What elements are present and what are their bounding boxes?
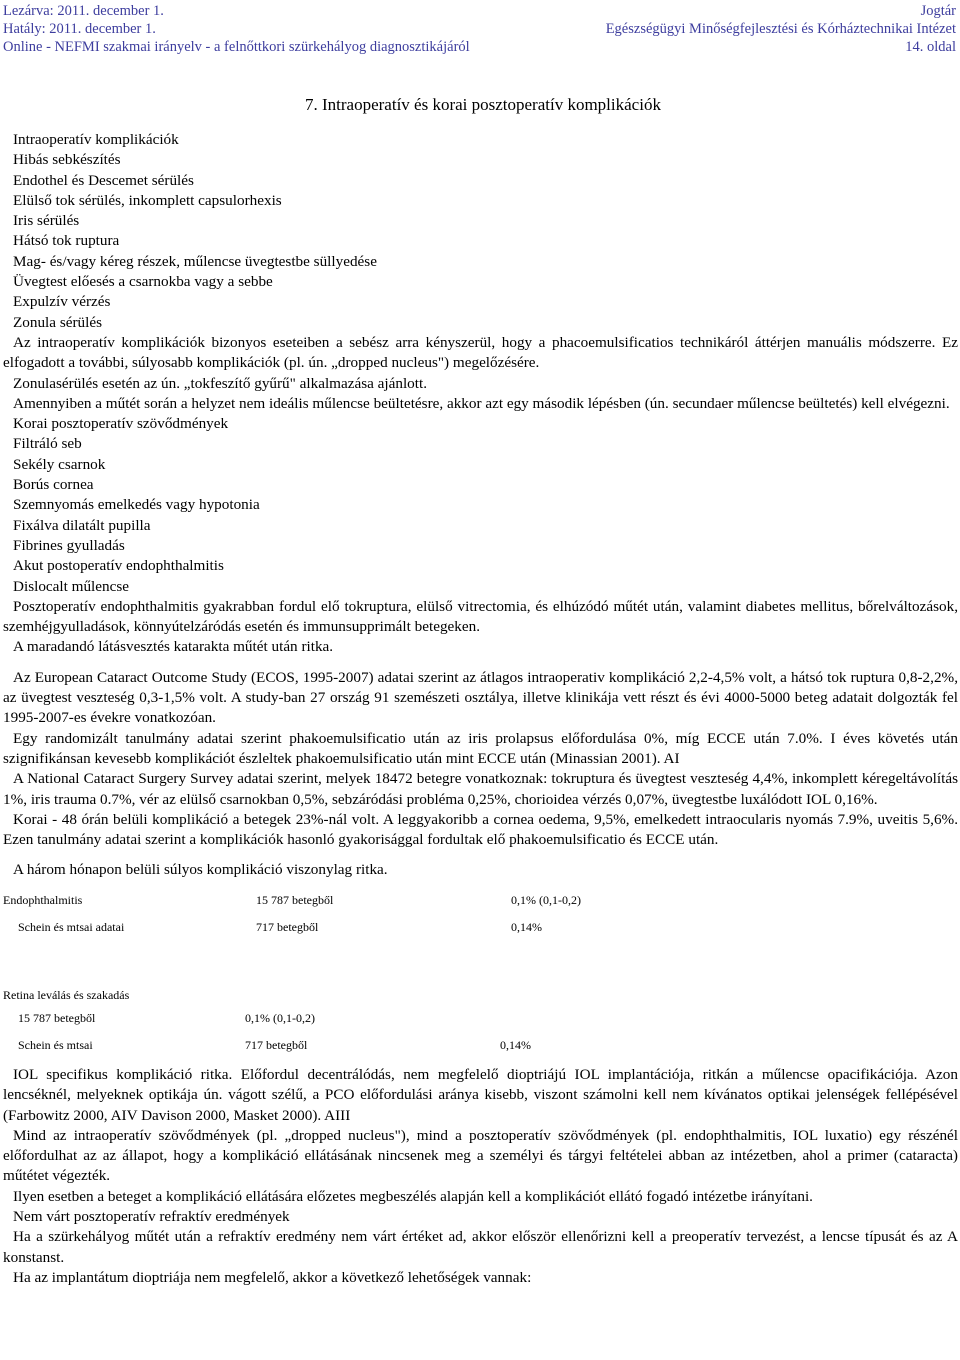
list-item: Elülső tok sérülés, inkomplett capsulorhexis [13, 191, 282, 209]
document-body [3, 130, 958, 1288]
table-cell [500, 1005, 531, 1032]
intraoperative-list [3, 130, 958, 333]
list-item: Sekély csarnok [13, 455, 106, 473]
list-item: Zonula sérülés [13, 313, 102, 331]
paragraph: Egy randomizált tanulmány adatai szerint phakoemulsificatio után az iris prolapsus előfordulása 0%, míg ECCE után 7.0%. I éves követés után szignifikánsan kevesebb komplikációt észleltek phakoemulsificatio után mint ECCE után (Minassian 2001). AI [3, 729, 958, 767]
list-item: Endothel és Descemet sérülés [13, 171, 194, 189]
table-cell: 0,1% (0,1-0,2) [245, 1011, 315, 1026]
paragraph: Zonulasérülés esetén az ún. „tokfeszítő gyűrű" alkalmazása ajánlott. [13, 374, 427, 392]
paragraph: Az European Cataract Outcome Study (ECOS, 1995-2007) adatai szerint az átlagos intraoperativ komplikáció 2,2-4,5% volt, a hátsó tok ruptura 0,8-2,2%, az üvegtest veszteség 0,3-1,5% volt. A study-ban 27 ország 91 szemészeti osztálya, illetve klinikája vett részt és évi 4000-5000 beteg adatait dolgozták fel 1995-2007-es évekre vonatkozóan. [3, 668, 958, 727]
table-cell: Endophthalmitis [3, 893, 83, 908]
table-cell: Schein és mtsai [18, 1038, 93, 1053]
paragraph: A három hónapon belüli súlyos komplikáció viszonylag ritka. [13, 861, 388, 879]
list-item: Borús cornea [13, 476, 94, 494]
table-row [3, 1032, 531, 1059]
effective-date: Hatály: 2011. december 1. [3, 21, 156, 37]
list-item: Fibrines gyulladás [13, 536, 125, 554]
list-item: Hátsó tok ruptura [13, 232, 120, 250]
paragraph: Mind az intraoperatív szövődmények (pl. „dropped nucleus"), mind a posztoperatív szövődmények (pl. endophthalmitis, IOL luxatio) egy részénél előfordulhat az az állapot, hogy a komplikáció ellátásának nincsenek meg a személyi és tárgyi feltételei abban az intézetben, ahol a primer (cataracta) műtétet végezték. [3, 1126, 958, 1185]
document-title: Online - NEFMI szakmai irányelv - a felnőttkori szürkehályog diagnosztikájáról [3, 39, 470, 55]
retina-table-label: Retina leválás és szakadás [3, 987, 130, 1002]
section-title: 7. Intraoperatív és korai posztoperatív komplikációk [305, 95, 661, 114]
table-cell: 717 betegből [256, 920, 319, 935]
paragraph: Ilyen esetben a beteget a komplikáció ellátására előzetes megbeszélés alapján kell a komplikációt ellátó fogadó intézetbe irányítani. [13, 1187, 813, 1205]
paragraph: A National Cataract Surgery Survey adatai szerint, melyek 18472 betegre vonatkoznak: tokruptura és üvegtest veszteség 4,4%, inkomplett kéregeltávolítás 1%, iris trauma 0.7%, vér az elülső csarnokban 0,5%, sebzáródási probléma 0,25%, chorioidea vérzés 0,07%, üvegtestbe luxálódott IOL 0,16%. [3, 770, 958, 808]
page-number: 14. oldal [905, 39, 956, 55]
page-header-right [606, 2, 956, 56]
table-row [3, 887, 581, 914]
paragraph: Nem várt posztoperatív refraktív eredmények [13, 1208, 290, 1226]
list-item: Iris sérülés [13, 212, 80, 230]
table-cell: 0,14% [500, 1038, 531, 1053]
table-row [3, 914, 581, 941]
postoperative-list [3, 414, 958, 597]
list-item: Filtráló seb [13, 435, 82, 453]
paragraph: Az intraoperatív komplikációk bizonyos eseteiben a sebész arra kényszerül, hogy a phacoemulsificatios technikáról áttérjen manuális módszerre. Ez elfogadott a további, súlyosabb komplikációk (pl. ún. „dropped nucleus") megelőzésére. [3, 333, 958, 372]
list-item: Fixálva dilatált pupilla [13, 516, 151, 534]
paragraph: Ha a szürkehályog műtét után a refraktív eredmény nem várt értéket ad, akkor először ellenőrizni kell a preoperatív tervezést, a lencse típusát és az A konstanst. [3, 1228, 958, 1266]
list-item: Dislocalt műlencse [13, 577, 129, 595]
list-item: Mag- és/vagy kéreg részek, műlencse üvegtestbe süllyedése [13, 252, 377, 270]
table-row [3, 1005, 531, 1032]
table-cell: 0,14% [511, 920, 542, 935]
table-cell: 15 787 betegből [18, 1011, 96, 1026]
list-item: Akut postoperatív endophthalmitis [13, 557, 224, 575]
paragraph: A maradandó látásvesztés katarakta műtét után ritka. [13, 638, 334, 656]
publisher: Jogtár [920, 3, 956, 19]
list-item: Korai posztoperatív szövődmények [13, 415, 229, 433]
paragraph: Korai - 48 órán belüli komplikáció a betegek 23%-nál volt. A leggyakoribb a cornea oedema, 9,5%, emelkedett intraocularis nyomás 7.9%, uveitis 5,6%. Ezen tanulmány adatai szerint a komplikációk hasonló gyakorisággal fordultak elő phakoemulsificatio és ECCE után. [3, 810, 958, 849]
table-cell: 0,1% (0,1-0,2) [511, 893, 581, 908]
table-cell: 15 787 betegből [256, 893, 334, 908]
paragraph: Amennyiben a műtét során a helyzet nem ideális műlencse beültetésre, akkor azt egy második lépésben (ún. secundaer műlencse beültetés) kell elvégezni. [13, 394, 950, 412]
table-cell: 717 betegből [245, 1038, 308, 1053]
list-item: Hibás sebkészítés [13, 151, 121, 169]
closed-date: Lezárva: 2011. december 1. [3, 3, 164, 19]
table-cell: Schein és mtsai adatai [18, 920, 125, 935]
institute: Egészségügyi Minőségfejlesztési és Kórháztechnikai Intézet [605, 21, 956, 37]
list-item: Szemnyomás emelkedés vagy hypotonia [13, 496, 260, 514]
page-header-left [3, 2, 470, 56]
retina-table [3, 1005, 531, 1059]
list-item: Intraoperatív komplikációk [13, 131, 179, 148]
list-item: Üvegtest előesés a csarnokba vagy a sebbe [13, 273, 273, 291]
paragraph: Ha az implantátum dioptriája nem megfelelő, akkor a következő lehetőségek vannak: [13, 1268, 532, 1286]
endophthalmitis-table [3, 887, 581, 941]
list-item: Expulzív vérzés [13, 293, 111, 311]
paragraph: Posztoperatív endophthalmitis gyakrabban fordul elő tokruptura, elülső vitrectomia, és elhúzódó műtét után, valamint diabetes mellitus, bőrelváltozások, szemhéjgyulladások, könnyútelzáródás esetén és immunsupprimált betegeken. [3, 597, 958, 636]
paragraph: IOL specifikus komplikáció ritka. Előfordul decentrálódás, nem megfelelő dioptriájú IOL implantációja, ritkán a műlencse opacifikációja. Azon lencséknél, melyeknek optikája ún. vágott szélű, a PCO előfordulási aránya kisebb, viszont számolni kell nem kívánatos optikai jelenségek fellépésével (Farbowitz 2000, AIV Davison 2000, Masket 2000). AIII [3, 1065, 958, 1124]
